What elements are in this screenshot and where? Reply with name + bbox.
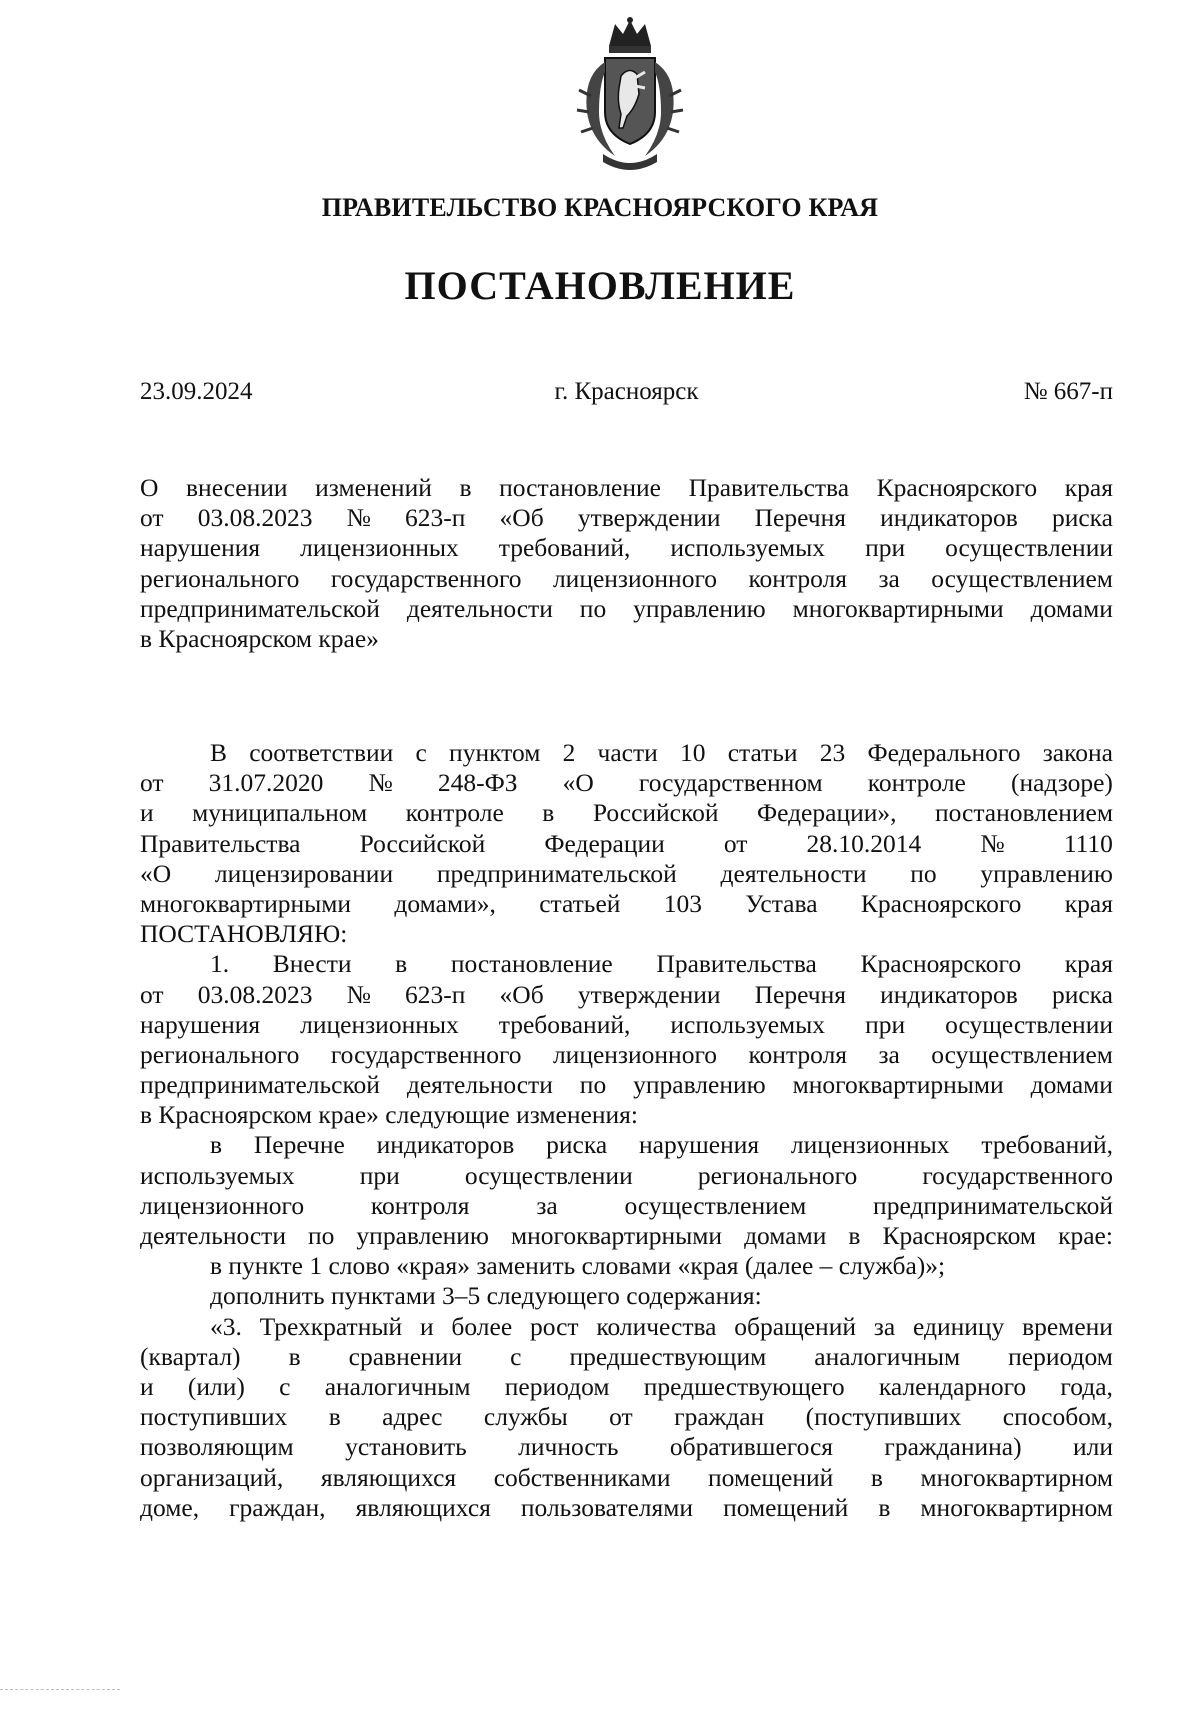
organization-heading: ПРАВИТЕЛЬСТВО КРАСНОЯРСКОГО КРАЯ [321, 193, 879, 222]
body-line: дополнить пунктами 3–5 следующего содержания: [210, 1281, 762, 1311]
subject-line: регионального государственного лицензионного контроля за осуществлением [140, 563, 1113, 593]
subject-line: нарушения лицензионных требований, используемых при осуществлении [140, 533, 1113, 563]
subject-line: предпринимательской деятельности по управлению многоквартирными домами [140, 593, 1113, 623]
document-date: 23.09.2024 [140, 378, 253, 405]
subject-line: О внесении изменений в постановление Правительства Красноярского края [140, 473, 1113, 502]
krasnoyarsk-coat-of-arms-icon [569, 16, 691, 176]
subject-line: в Красноярском крае» [140, 623, 379, 653]
subject-line: от 03.08.2023 № 623-п «Об утверждении Перечня индикаторов риска [140, 503, 1113, 533]
body-line: доме, граждан, являющихся пользователями помещений в многоквартирном [140, 1492, 1113, 1522]
body-line: в Красноярском крае» следующие изменения: [140, 1100, 638, 1130]
body-line: лицензионного контроля за осуществлением предпринимательской [140, 1190, 1113, 1220]
document-number: № 667-п [1023, 378, 1113, 405]
scan-edge-mark [0, 1689, 120, 1690]
body-line: 1. Внести в постановление Правительства Красноярского края [210, 949, 1113, 979]
body-line: в Перечне индикаторов риска нарушения лицензионных требований, [210, 1130, 1113, 1160]
body-line: В соответствии с пунктом 2 части 10 статьи 23 Федерального закона [210, 738, 1113, 767]
body-line: деятельности по управлению многоквартирными домами в Красноярском крае: [140, 1221, 1113, 1250]
body-line: Правительства Российской Федерации от 28.10.2014 № 1110 [140, 828, 1113, 858]
body-line: от 31.07.2020 № 248-ФЗ «О государственном контроле (надзоре) [140, 768, 1113, 798]
body-line: используемых при осуществлении регионального государственного [140, 1160, 1113, 1190]
body-line: и (или) с аналогичным периодом предшествующего календарного года, [140, 1371, 1113, 1401]
body-line: «3. Трехкратный и более рост количества обращений за единицу времени [210, 1311, 1113, 1341]
document-subject [140, 473, 1113, 654]
body-line: регионального государственного лицензионного контроля за осуществлением [140, 1039, 1113, 1069]
body-line-decree: ПОСТАНОВЛЯЮ: [140, 919, 348, 949]
document-type-heading: ПОСТАНОВЛЕНИЕ [404, 263, 796, 308]
document-meta-row [140, 378, 1113, 408]
document-body [140, 738, 1113, 1523]
body-line: от 03.08.2023 № 623-п «Об утверждении Перечня индикаторов риска [140, 979, 1113, 1009]
body-line: позволяющим установить личность обратившегося гражданина) или [140, 1432, 1113, 1462]
body-line: «О лицензировании предпринимательской деятельности по управлению [140, 858, 1113, 888]
body-line: многоквартирными домами», статьей 103 Устава Красноярского края [140, 888, 1113, 918]
body-line: организаций, являющихся собственниками помещений в многоквартирном [140, 1462, 1113, 1492]
body-line: предпринимательской деятельности по управлению многоквартирными домами [140, 1070, 1113, 1100]
body-line: и муниципальном контроле в Российской Федерации», постановлением [140, 798, 1113, 828]
body-line: в пункте 1 слово «края» заменить словами «края (далее – служба)»; [210, 1251, 946, 1281]
body-line: нарушения лицензионных требований, используемых при осуществлении [140, 1009, 1113, 1039]
body-line: (квартал) в сравнении с предшествующим аналогичным периодом [140, 1341, 1113, 1371]
document-city: г. Красноярск [554, 378, 699, 405]
body-line: поступивших в адрес службы от граждан (поступивших способом, [140, 1402, 1113, 1432]
